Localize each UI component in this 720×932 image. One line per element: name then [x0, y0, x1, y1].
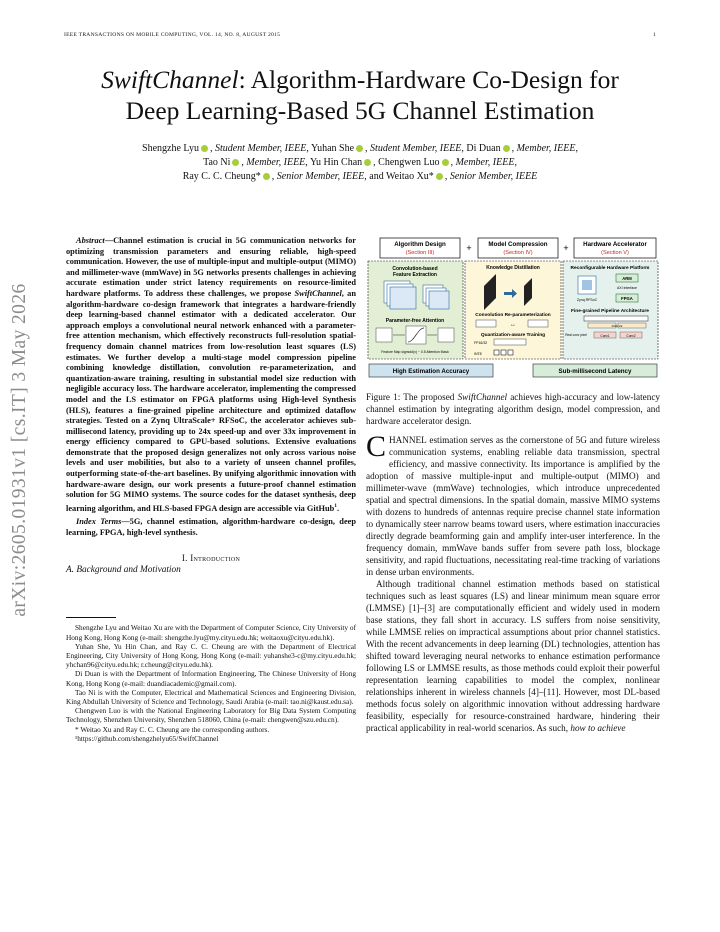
accuracy-label: High Estimation Accuracy — [392, 368, 470, 375]
accuracy-outcome — [369, 364, 493, 377]
reparameterization-label: Convolution Re-parameterization — [475, 313, 551, 318]
zynq-label: Zynq RFSoC — [576, 298, 598, 302]
abstract-label: Abstract — [76, 236, 105, 245]
hardware-accelerator-box — [574, 238, 656, 258]
paragraph-text: estimation serves as the cornerstone of 5G and future wireless communication systems, enabling reliable data transmission, spectral efficiency, and massive connectivity. Its importance is amplified by the adoption of massive multiple-input and multiple-output (MIMO) and millimeter-wave (mmWave) technologies, which introduce unprecedented spatial and spectral dimensions. In the spatial domain, massive MIMO systems with dozens to hundreds of antennas require precise channel state information to dynamically steer narrow beams toward users, where estimation inaccuracies directly degrade beamforming gain and amplify inter-user interference. In the frequency domain, mmWave bands suffer from severe path loss, blockage sensitivity, and rapid fluctuations, necessitating real-time tracking of variations in dense urban environments. — [366, 435, 660, 577]
author-role: Member, IEEE — [516, 143, 576, 154]
footnote-rule — [66, 617, 116, 618]
lead-word: HANNEL — [389, 435, 427, 445]
caption-text: Figure 1: The proposed — [366, 392, 458, 402]
author-line-1: Shengzhe Lyu , Student Member, IEEE, Yuhan She , Student Member, IEEE, Di Duan , Member, IEEE, — [142, 143, 578, 154]
axi-label: AXI interface — [616, 286, 638, 290]
index-terms-label: Index Terms — [76, 517, 122, 527]
author-role: Member, IEEE — [246, 157, 306, 168]
section-title: Introduction — [190, 553, 241, 564]
model-compression-section: (Section IV) — [503, 250, 533, 256]
orcid-icon[interactable] — [356, 145, 363, 152]
plus-sign: + — [466, 243, 472, 253]
drop-cap: C — [366, 430, 387, 463]
algorithm-design-section: (Section III) — [405, 250, 435, 256]
fp-label: FP16/32 — [474, 341, 488, 345]
latency-outcome — [533, 364, 657, 377]
footnotes — [66, 623, 356, 743]
footnote: Shengzhe Lyu and Weitao Xu are with the Department of Computer Science, City University of Hong Kong, Hong Kong (e-mail: shengzhe.lyu@my.cityu.edu.hk; weitaoxu@cityu.edu.hk). — [66, 623, 356, 642]
author-line-3: Ray C. C. Cheung* , Senior Member, IEEE, and Weitao Xu* , Senior Member, IEEE — [182, 171, 538, 182]
feature-extraction-label-2: Feature Extraction — [393, 272, 437, 278]
index-terms-text: —5G, channel estimation, algorithm-hardware co-design, deep learning, FPGA, high-level synthesis. — [66, 517, 356, 537]
abstract — [66, 236, 356, 514]
author-name: Ray C. C. Cheung* — [182, 171, 261, 182]
footnote: Tao Ni is with the Computer, Electrical and Mathematical Sciences and Engineering Division, King Abdullah University of Science and Technology, Saudi Arabia (e-mail: tao.ni@kaust.edu.sa). — [66, 687, 356, 707]
figure-caption — [366, 391, 660, 427]
paper-title — [40, 64, 680, 126]
arm-label: ARM — [622, 276, 632, 281]
conv1-label: Conv1 — [600, 334, 610, 338]
footnote: * Weitao Xu and Ray C. C. Cheung are the corresponding authors. — [75, 724, 270, 734]
footnote: Di Duan is with the Department of Information Engineering, The Chinese University of Hong Kong, Hong Kong (e-mail: duandiacademic@gmail.com). — [66, 669, 356, 688]
knowledge-distillation-label: Knowledge Distillation — [486, 265, 540, 271]
footnote-link[interactable]: ¹https://github.com/shengzhelyu65/SwiftChannel — [75, 733, 219, 743]
orcid-icon[interactable] — [442, 159, 449, 166]
orcid-icon[interactable] — [201, 145, 208, 152]
orcid-icon[interactable] — [263, 173, 270, 180]
fpga-label: FPGA — [621, 296, 633, 301]
page-number: 1 — [652, 32, 656, 38]
chip-icon — [578, 276, 596, 294]
abstract-end: . — [337, 503, 340, 513]
footnote: Chengwen Luo is with the National Engineering Laboratory for Big Data System Computing Technology, Shenzhen University, Shenzhen 518060, China (e-mail: chengwen@szu.edu.cn). — [66, 706, 356, 725]
author-list — [50, 142, 670, 184]
author-role: Senior Member, IEEE — [276, 171, 365, 182]
author-name: Weitao Xu* — [386, 171, 434, 182]
filter-label: Filter1/2 — [611, 324, 623, 328]
overview-figure — [366, 236, 660, 380]
compression-panel — [465, 261, 561, 359]
author-name: Di Duan — [466, 143, 501, 154]
title-system-name: SwiftChannel — [101, 65, 239, 94]
conv2-label: Conv2 — [626, 334, 636, 338]
hardware-panel — [563, 261, 658, 359]
author-name: Yu Hin Chan — [309, 157, 363, 168]
right-column — [366, 236, 660, 734]
algorithm-design-title: Algorithm Design — [394, 241, 446, 248]
feature-extraction-label: Convolution-based — [392, 266, 438, 272]
author-name: Tao Ni — [203, 157, 231, 168]
title-line1-rest: : Algorithm-Hardware Co-Design for — [238, 65, 619, 94]
orcid-icon[interactable] — [232, 159, 239, 166]
model-compression-title: Model Compression — [488, 241, 548, 248]
author-role: Member, IEEE — [455, 157, 515, 168]
author-name: Yuhan She — [310, 143, 355, 154]
abstract-text-cont: , an algorithm-hardware co-design framework that integrates a hardware-friendly deep learning-based channel estimator with a dedicated accelerator. Our approach employs a convolutional neural network enhanced with a parameter-free attention mechanism, which effectively reconstructs full-resolution spatial-frequency domain channel matrices from low-resolution least squares (LS) estimates. We further develop a multi-stage model compression pipeline combining knowledge distillation, convolution re-parameterization, and quantization-aware training, resulting in substantial model size reduction with negligible accuracy loss. The hardware accelerator, implementing the compressed model and the LS estimator on FPGA platforms using High-level Synthesis (HLS), features a fine-grained pipeline architecture and optimized dataflow strategies. Tested on a Zynq UltraScale+ RFSoC, the accelerator achieves sub-millisecond latency, providing up to 24x speed-up and over 33x improvement in energy efficiency compared to GPU-based solutions. Extensive evaluations demonstrate that the proposed design generalizes not only across various noise levels and user mobilities, but also to a variety of unseen channel profiles, outperforming state-of-the-art baselines. By unifying algorithmic innovation with hardware-aware design, our work presents a future-proof channel estimation solution for 5G MIMO systems. The source codes for the dataset synthesis, deep learning algorithm, and HLS-based FPGA design are accessible via GitHub — [66, 288, 356, 513]
abstract-system-name: SwiftChannel — [294, 288, 342, 298]
introduction-body — [366, 430, 660, 734]
algorithm-panel — [368, 261, 463, 359]
caption-system-name: SwiftChannel — [457, 392, 508, 402]
caption-text-cont: achieves high-accuracy and low-latency channel estimation by integrating algorithm design, model compression, and hardware accelerator design. — [366, 392, 660, 426]
model-compression-box — [478, 238, 558, 258]
platform-label: Reconfigurable Hardware Platform — [570, 266, 650, 271]
attention-formula: Feature Map sigmoid(x) − 0.5 Attention Mask — [381, 350, 449, 354]
algorithm-design-box — [380, 238, 460, 258]
intro-paragraph-2 — [366, 578, 660, 734]
index-terms — [66, 517, 356, 538]
author-name: Chengwen Luo — [378, 157, 440, 168]
abstract-text: —Channel estimation is crucial in 5G communication networks for optimizing transmission parameters and ensuring reliable, high-speed communication. However, the use of multiple-input and multiple-output (MIMO) and millimeter-wave (mmWave) in 5G networks presents challenges in achieving accurate estimation under strict latency requirements on resource-limited hardware platforms. To address these challenges, we propose — [66, 236, 356, 298]
hardware-accelerator-title: Hardware Accelerator — [583, 241, 647, 248]
footnote-mark[interactable]: 1 — [334, 502, 338, 509]
plus-sign: + — [563, 243, 569, 253]
subsection-heading: A. Background and Motivation — [66, 565, 181, 576]
section-number: I. — [181, 553, 188, 564]
author-role: Student Member, IEEE — [370, 143, 462, 154]
quantization-label: Quantization-aware Training — [480, 333, 546, 338]
author-role: Student Member, IEEE — [214, 143, 307, 154]
reparameterization-icon — [476, 320, 548, 328]
arxiv-stamp-text: arXiv:2605.01931v1 [cs.IT] 3 May 2026 — [9, 283, 30, 617]
latency-label: Sub-millisecond Latency — [558, 368, 632, 375]
hardware-accelerator-section: (Section V) — [601, 250, 629, 256]
footnote: Yuhan She, Yu Hin Chan, and Ray C. C. Cheung are with the Department of Electrical Engineering, City University of Hong Kong, Hong Kong (e-mail: yuhanshe3-c@my.cityu.edu.hk; yhchan96@cityu.edu.hk; r.cheung@cityu.edu.hk). — [66, 641, 356, 670]
author-name: Shengzhe Lyu — [142, 143, 199, 154]
realconv-label: Real conv pixel — [565, 333, 587, 337]
paragraph-text: Although traditional channel estimation methods based on statistical techniques such as least squares (LS) and linear minimum mean square error (LMMSE) [1]–[3] are computationally efficient and widely used in modern base stations, they fall short in accuracy. LS suffers from noise sensitivity, while LMMSE relies on impractical assumptions about prior channel statistics. With the recent advancements in deep learning (DL) technologies, attention has shifted toward leveraging neural networks to enhance estimation performance following LS or LMMSE results, as those methods could exploit their powerful representation learning capabilities to model the complex, nonlinear relationships inherent in wireless channels [4]–[11]. However, most DL-based methods focus solely on algorithmic innovation without addressing hardware feasibility, especially for resource-constrained hardware, hindering their practical applicability in real-world scenarios. As such, — [366, 579, 660, 733]
attention-diagram-icon — [376, 326, 454, 344]
svg-text:↔: ↔ — [510, 322, 516, 328]
author-role: Senior Member, IEEE — [449, 171, 538, 182]
journal-line: IEEE TRANSACTIONS ON MOBILE COMPUTING, VOL. 14, NO. 8, AUGUST 2015 — [64, 32, 281, 38]
running-header — [64, 32, 656, 38]
intro-paragraph-1 — [366, 430, 660, 578]
left-column — [66, 236, 356, 743]
attention-label: Parameter-free Attention — [385, 318, 445, 324]
section-heading — [66, 553, 356, 563]
orcid-icon[interactable] — [436, 173, 443, 180]
int-label: INT8 — [474, 352, 482, 356]
title-line2: Deep Learning-Based 5G Channel Estimation — [125, 96, 595, 125]
author-line-2: Tao Ni , Member, IEEE, Yu Hin Chan , Chengwen Luo , Member, IEEE, — [203, 157, 517, 168]
orcid-icon[interactable] — [364, 159, 371, 166]
pipeline-label: Fine-grained Pipeline Architecture — [571, 309, 649, 314]
arxiv-stamp — [0, 220, 40, 680]
author-conjunction: and — [369, 171, 387, 182]
orcid-icon[interactable] — [503, 145, 510, 152]
paragraph-italic: how to achieve — [570, 723, 626, 733]
